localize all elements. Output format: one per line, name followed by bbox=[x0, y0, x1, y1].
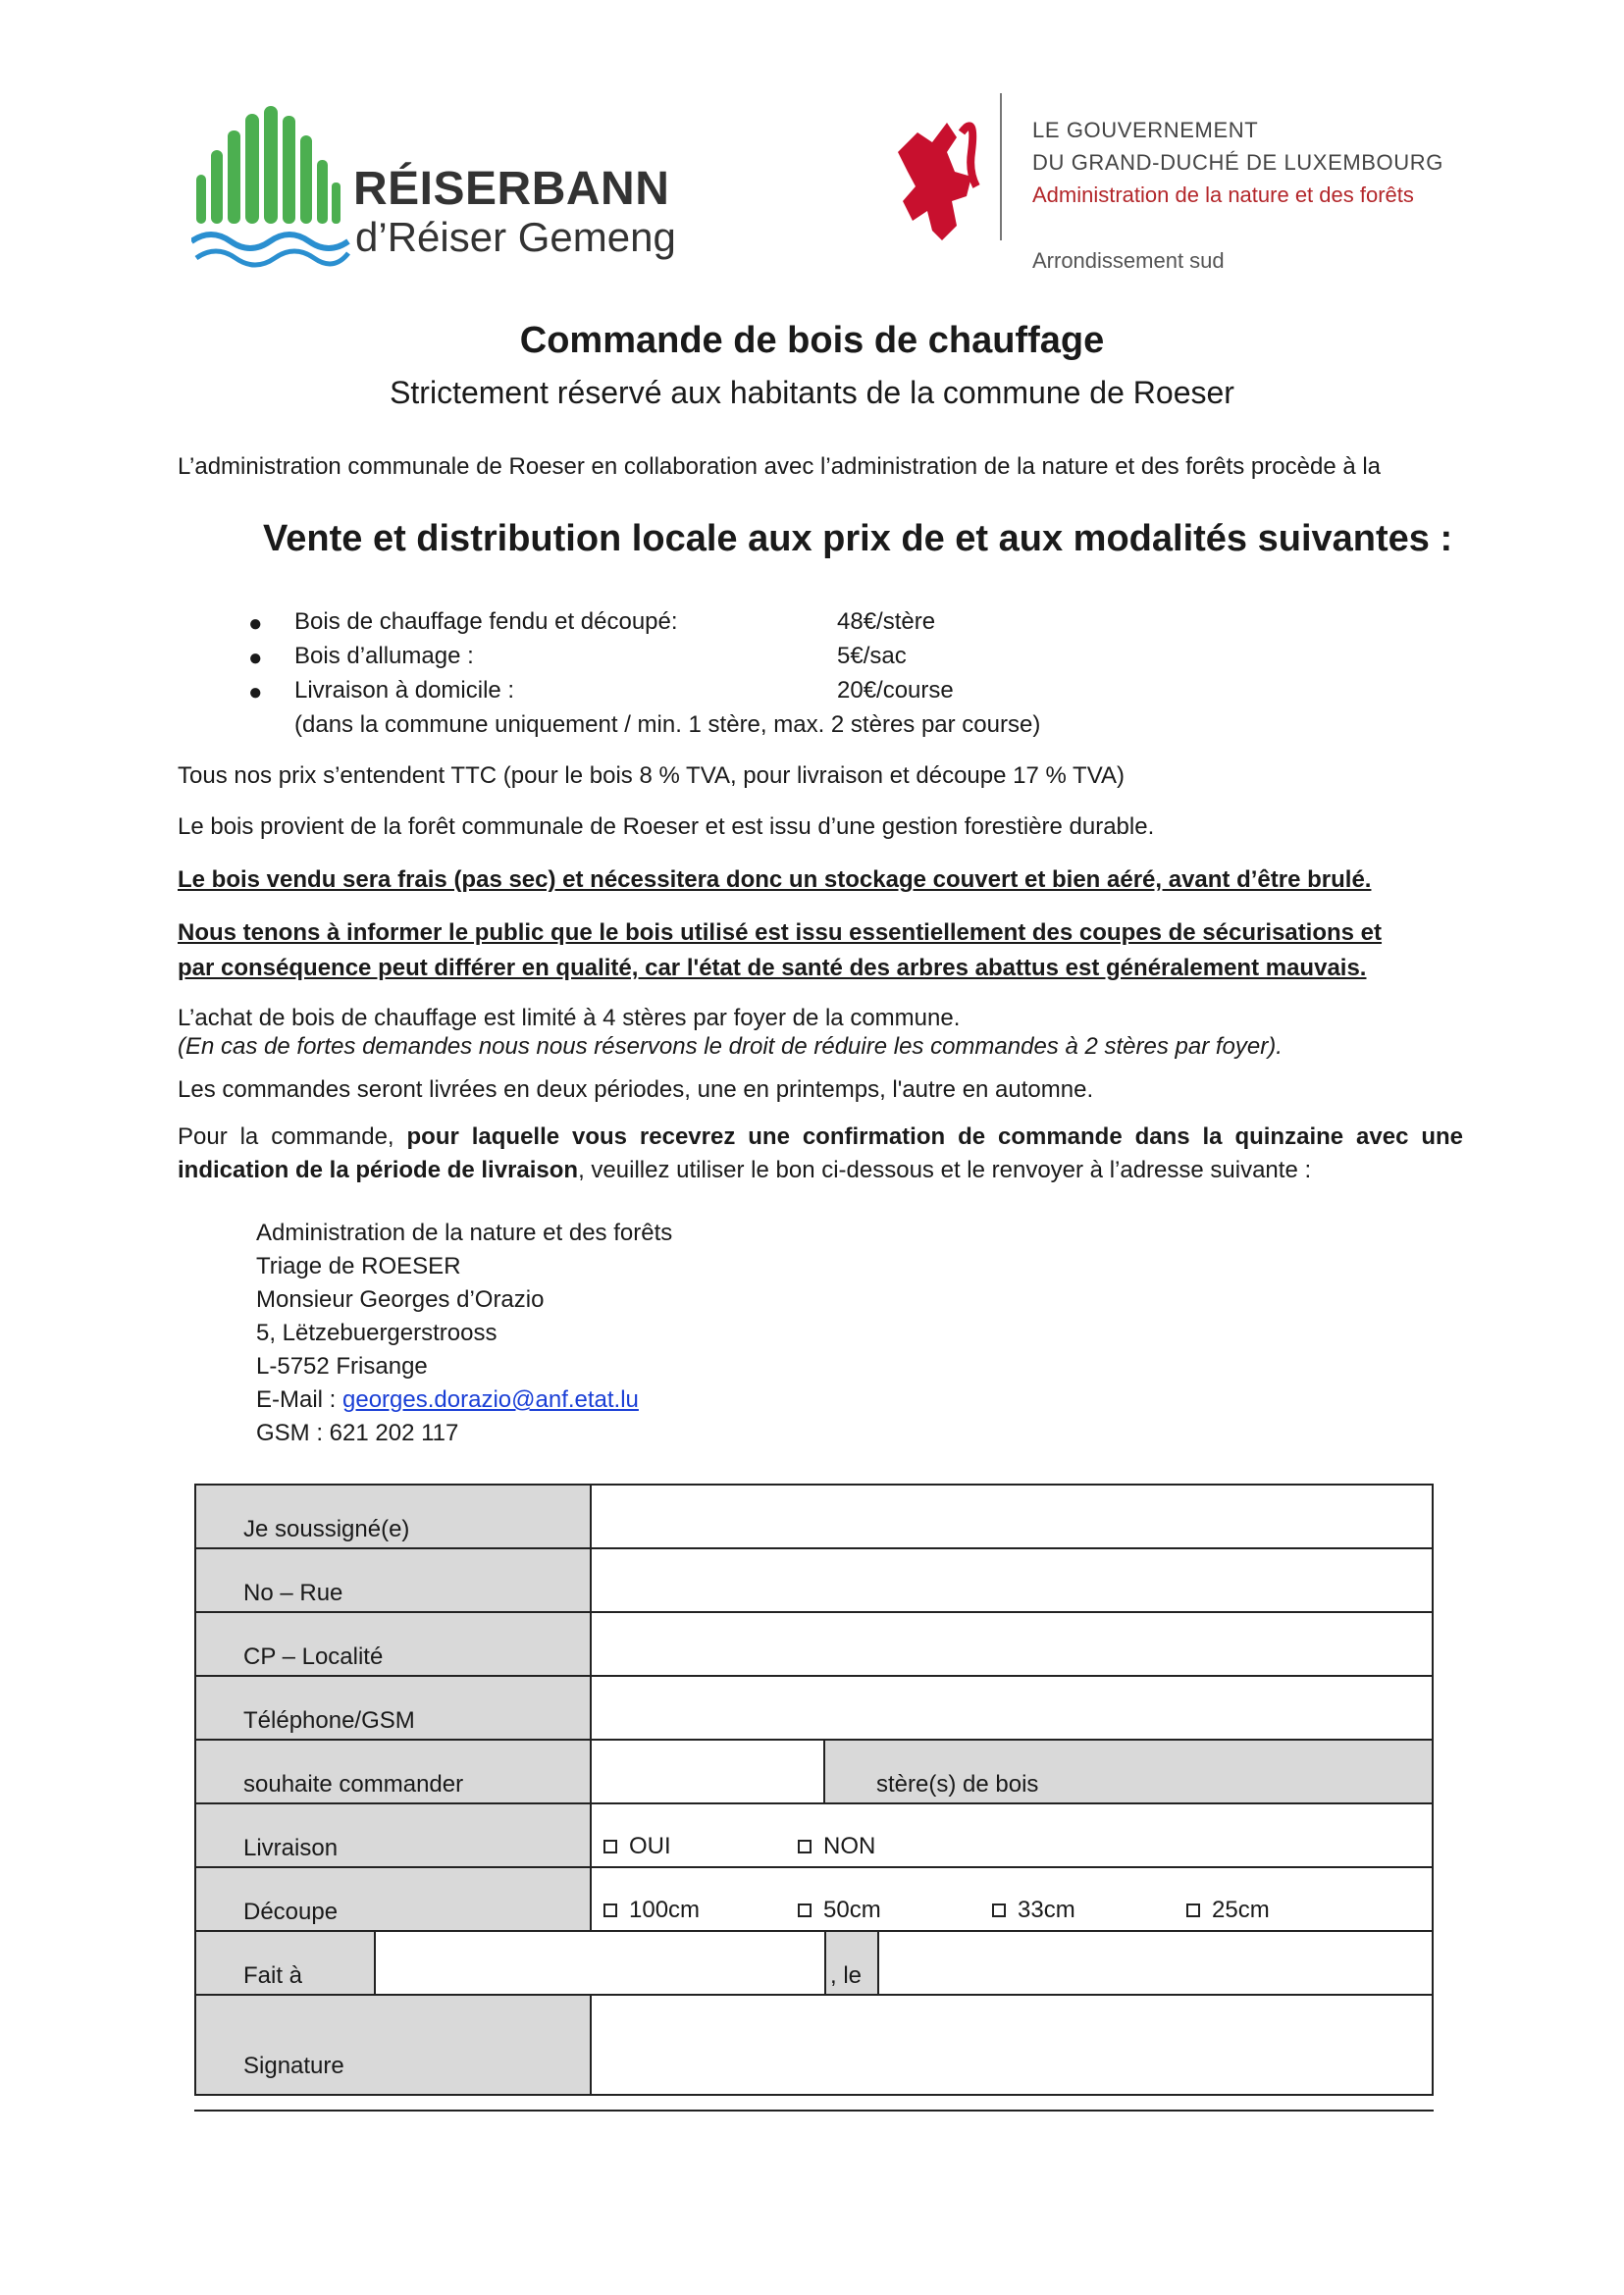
address-line: L-5752 Frisange bbox=[256, 1353, 428, 1380]
price-value-firewood: 48€/stère bbox=[837, 608, 936, 635]
delivery-note: (dans la commune uniquement / min. 1 stère, max. 2 stères par course) bbox=[294, 711, 1041, 738]
price-value-delivery: 20€/course bbox=[837, 677, 954, 704]
order-instructions-bold2: indication de la période de livraison bbox=[178, 1157, 579, 1183]
footer-divider bbox=[194, 2110, 1434, 2112]
name-label: Je soussigné(e) bbox=[243, 1516, 410, 1542]
delivery-label: Livraison bbox=[243, 1835, 339, 1861]
delivery-periods: Les commandes seront livrées en deux périodes, une en printemps, l'autre en automne. bbox=[178, 1076, 1094, 1103]
form-row-place-date bbox=[196, 1932, 1432, 1996]
page-title: Commande de bois de chauffage bbox=[519, 320, 1105, 361]
gsm-number: GSM : 621 202 117 bbox=[256, 1420, 459, 1446]
cut-50cm-checkbox[interactable]: 50cm bbox=[798, 1897, 881, 1924]
quantity-field[interactable] bbox=[590, 1741, 823, 1802]
bullet-icon: ● bbox=[248, 679, 263, 705]
order-instructions-bold1: pour laquelle vous recevrez une confirmation de commande dans la quinzaine avec une bbox=[406, 1123, 1463, 1150]
cut-label: Découpe bbox=[243, 1899, 339, 1925]
email-label: E-Mail : bbox=[256, 1386, 343, 1413]
tva-note: Tous nos prix s’entendent TTC (pour le bois 8 % TVA, pour livraison et découpe 17 % TVA) bbox=[178, 762, 1125, 789]
page-subtitle: Strictement réservé aux habitants de la commune de Roeser bbox=[390, 375, 1234, 410]
warning-quality-line-1: Nous tenons à informer le public que le bois utilisé est issu essentiellement des coupes de sécurisations et bbox=[178, 919, 1383, 946]
date-field[interactable] bbox=[877, 1932, 1432, 1994]
form-row-signature bbox=[196, 1996, 1432, 2094]
place-field[interactable] bbox=[374, 1932, 824, 1994]
phone-field[interactable] bbox=[590, 1677, 1432, 1739]
date-label: , le bbox=[830, 1962, 863, 1989]
wood-origin: Le bois provient de la forêt communale de Roeser et est issu d’une gestion forestière durable. bbox=[178, 813, 1155, 840]
order-instructions-part1: Pour la commande, bbox=[178, 1123, 407, 1150]
email-link[interactable]: georges.dorazio@anf.etat.lu bbox=[342, 1386, 639, 1413]
order-label: souhaite commander bbox=[243, 1771, 464, 1798]
form-row-quantity bbox=[196, 1741, 1432, 1804]
delivery-yes-checkbox[interactable]: OUI bbox=[603, 1833, 671, 1860]
address-line: 5, Lëtzebuergerstrooss bbox=[256, 1320, 498, 1346]
intro-text: L’administration communale de Roeser en collaboration avec l’administration de la nature et des forêts procède à la bbox=[178, 453, 1382, 480]
form-row-city bbox=[196, 1613, 1432, 1677]
government-line-1: LE GOUVERNEMENT bbox=[1032, 118, 1259, 142]
form-row-name bbox=[196, 1486, 1432, 1549]
signature-field[interactable] bbox=[590, 1996, 1432, 2094]
address-block bbox=[256, 1217, 672, 1450]
delivery-no-checkbox[interactable]: NON bbox=[798, 1833, 875, 1860]
price-value-kindling: 5€/sac bbox=[837, 643, 907, 669]
name-field[interactable] bbox=[590, 1486, 1432, 1547]
form-row-delivery bbox=[196, 1804, 1432, 1868]
order-instructions bbox=[178, 1121, 1463, 1187]
checkbox-icon bbox=[992, 1904, 1006, 1917]
bullet-icon: ● bbox=[248, 610, 263, 637]
order-instructions-part2: , veuillez utiliser le bon ci-dessous et le renvoyer à l’adresse suivante : bbox=[578, 1157, 1312, 1183]
order-form-table bbox=[194, 1484, 1434, 2096]
street-field[interactable] bbox=[590, 1549, 1432, 1611]
brand-name: RÉISERBANN bbox=[353, 163, 670, 215]
checkbox-icon bbox=[603, 1840, 617, 1853]
government-line-2: DU GRAND-DUCHÉ DE LUXEMBOURG bbox=[1032, 150, 1443, 175]
signature-label: Signature bbox=[243, 2053, 344, 2079]
price-label-delivery: Livraison à domicile : bbox=[294, 677, 515, 704]
administration-name: Administration de la nature et des forêts bbox=[1032, 183, 1414, 207]
cut-100cm-checkbox[interactable]: 100cm bbox=[603, 1897, 700, 1924]
form-row-phone bbox=[196, 1677, 1432, 1741]
city-label: CP – Localité bbox=[243, 1643, 384, 1670]
checkbox-icon bbox=[603, 1904, 617, 1917]
form-row-cut bbox=[196, 1868, 1432, 1932]
order-unit-label: stère(s) de bois bbox=[876, 1771, 1039, 1798]
address-line: Monsieur Georges d’Orazio bbox=[256, 1286, 545, 1313]
cut-25cm-checkbox[interactable]: 25cm bbox=[1186, 1897, 1270, 1924]
cut-33cm-checkbox[interactable]: 33cm bbox=[992, 1897, 1075, 1924]
brand-subtitle: d’Réiser Gemeng bbox=[355, 214, 676, 260]
warning-fresh-wood: Le bois vendu sera frais (pas sec) et nécessitera donc un stockage couvert et bien aéré, avant d’être brulé. bbox=[178, 866, 1372, 893]
checkbox-icon bbox=[798, 1840, 812, 1853]
bullet-icon: ● bbox=[248, 645, 263, 671]
place-label: Fait à bbox=[243, 1962, 303, 1989]
price-label-firewood: Bois de chauffage fendu et découpé: bbox=[294, 608, 678, 635]
address-line: Administration de la nature et des forêts bbox=[256, 1220, 673, 1246]
checkbox-icon bbox=[798, 1904, 812, 1917]
price-label-kindling: Bois d’allumage : bbox=[294, 643, 474, 669]
address-line: Triage de ROESER bbox=[256, 1253, 461, 1279]
checkbox-icon bbox=[1186, 1904, 1200, 1917]
phone-label: Téléphone/GSM bbox=[243, 1707, 415, 1734]
purchase-limit: L’achat de bois de chauffage est limité à 4 stères par foyer de la commune. bbox=[178, 1005, 961, 1031]
form-row-street bbox=[196, 1549, 1432, 1613]
arrondissement-name: Arrondissement sud bbox=[1032, 248, 1225, 273]
warning-quality-line-2: par conséquence peut différer en qualité, car l'état de santé des arbres abattus est généralement mauvais. bbox=[178, 955, 1367, 981]
city-field[interactable] bbox=[590, 1613, 1432, 1675]
sales-headline: Vente et distribution locale aux prix de et aux modalités suivantes : bbox=[263, 518, 1453, 559]
purchase-limit-note: (En cas de fortes demandes nous nous réservons le droit de réduire les commandes à 2 stères par foyer). bbox=[178, 1033, 1283, 1060]
street-label: No – Rue bbox=[243, 1580, 343, 1606]
